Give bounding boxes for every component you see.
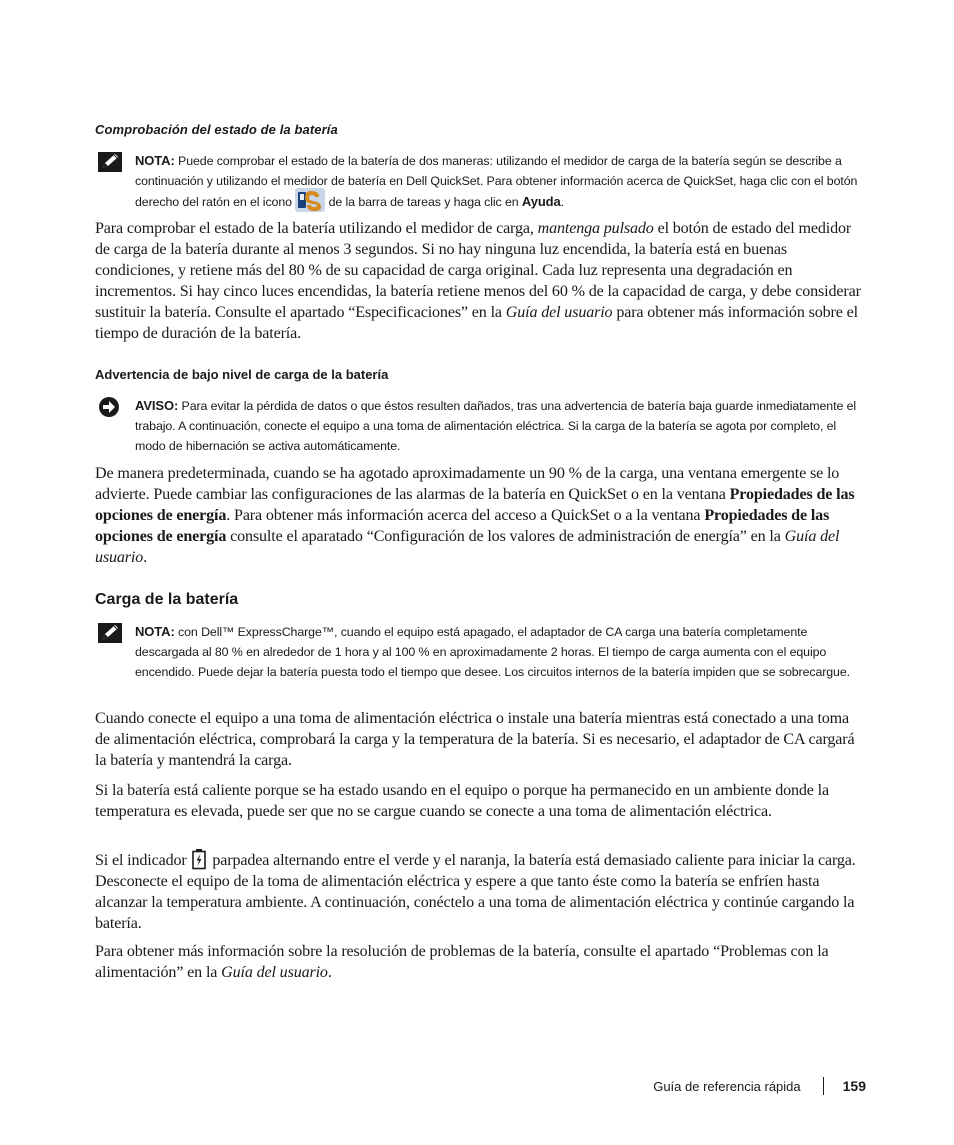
notice-label: AVISO: [135,398,179,413]
footer-title: Guía de referencia rápida [653,1078,801,1094]
help-label: Ayuda [521,193,561,209]
page-number: 159 [842,1078,866,1094]
note-text-b: de la barra de tareas y haga clic en [325,194,522,209]
notice-arrow-icon [97,396,123,418]
battery-charge-icon [190,848,208,870]
section-title-check-battery: Comprobación del estado de la batería [95,122,338,137]
notice-text: Para evitar la pérdida de datos o que éstos resulten dañados, tras una advertencia de batería baja guarde inmediatamente el trabajo. A continuación, conecte el equipo a una toma de alimentación eléctrica. Si la carga de la batería se agota por completo, el modo de hibernación se activa automáticamente. [135,399,857,453]
paragraph-charging-check: Cuando conecte el equipo a una toma de alimentación eléctrica o instale una batería mientras está conectado a una toma de alimentación eléctrica, comprobará la carga y la temperatura de la batería. Si es necesario, el adaptador de CA cargará la batería y mantendrá la carga. [95,710,855,769]
note-text: Puede comprobar el estado de la batería de dos maneras: utilizando el medidor de carga de la batería según se describe a continuación y utilizando el medidor de batería en Dell QuickSet. Para obtener información acerca de QuickSet, haga clic con el botón derecho del ratón en el icono [135,154,858,209]
note-block-1: NOTA: Puede comprobar el estado de la batería de dos maneras: utilizando el medidor de carga de la batería según se describe a continuación y utilizando el medidor de batería en Dell QuickSet. Para obtener información acerca de QuickSet, haga clic con el botón derecho del ratón en el icono de la barra de tareas y haga clic en Ayuda. [95,151,860,212]
quickset-icon [295,188,325,212]
pencil-note-icon [97,151,123,173]
section-title-low-battery-warning: Advertencia de bajo nivel de carga de la batería [95,367,389,382]
pencil-note-icon [97,622,123,644]
paragraph-warning-config: De manera predeterminada, cuando se ha agotado aproximadamente un 90 % de la carga, una ventana emergente se lo advierte. Puede cambiar las configuraciones de las alarmas de la batería en QuickSet o en la ventana Propiedades de las opciones de energía. Para obtener más información acerca del acceso a QuickSet o a la ventana Propiedades de las opciones de energía consulte el aparatado “Configuración de los valores de administración de energía” en la Guía del usuario. [95,465,855,566]
paragraph-check-method: Para comprobar el estado de la batería utilizando el medidor de carga, mantenga pulsado el botón de estado del medidor de carga de la batería durante al menos 3 segundos. Si no hay ninguna luz encendida, la batería está en buenas condiciones, y retiene más del 80 % de su capacidad de carga original. Cada luz representa una degradación en incrementos. Si hay cinco luces encendidas, la batería retiene menos del 60 % de la capacidad de carga, y debe considerar sustituir la batería. Consulte el apartado “Especificaciones” en la Guía del usuario para obtener más información sobre el tiempo de duración de la batería. [95,220,861,342]
paragraph-troubleshooting: Para obtener más información sobre la resolución de problemas de la batería, consulte el apartado “Problemas con la alimentación” en la Guía del usuario. [95,943,829,981]
note-block-2 [95,622,860,682]
footer-divider [823,1077,824,1095]
note-text: con Dell™ ExpressCharge™, cuando el equipo está apagado, el adaptador de CA carga una batería completamente descargada al 80 % en alrededor de 1 hora y al 100 % en aproximadamente 2 horas. El tiempo de carga aumenta con el equipo encendido. Puede dejar la batería puesta todo el tiempo que desee. Los circuitos internos de la batería impiden que se sobrecargue. [135,625,850,679]
paragraph-hot-battery: Si la batería está caliente porque se ha estado usando en el equipo o porque ha permanecido en un ambiente donde la temperatura es elevada, puede ser que no se cargue cuando se conecte a una toma de alimentación eléctrica. [95,782,829,820]
paragraph-indicator-blink: Si el indicador parpadea alternando entre el verde y el naranja, la batería está demasiado caliente para iniciar la carga. Desconecte el equipo de la toma de alimentación eléctrica y espere a que tanto éste como la batería se enfríen hasta alcanzar la temperatura ambiente. A continuación, conéctelo a una toma de alimentación eléctrica y continúe cargando la batería. [95,850,865,934]
note-label: NOTA: [135,624,175,639]
note-label: NOTA: [135,153,175,168]
page-footer [653,1076,866,1096]
notice-block [95,396,860,456]
section-title-battery-charging: Carga de la batería [95,591,239,608]
